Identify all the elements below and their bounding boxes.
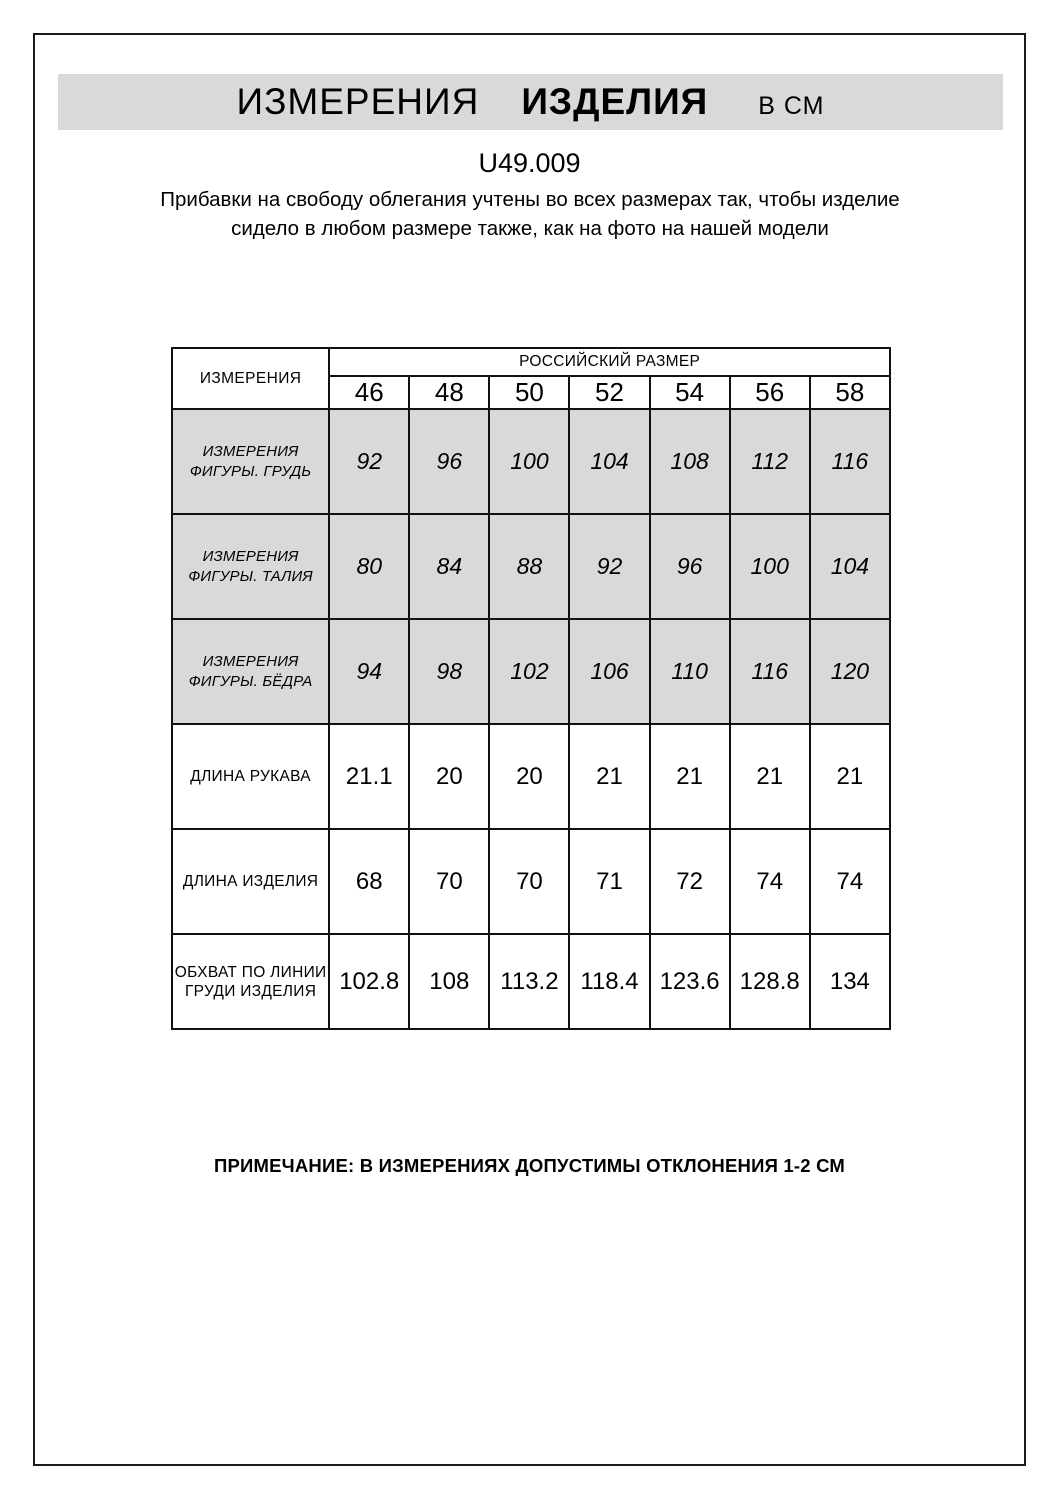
cell-bust-54: 108 [650,409,730,514]
cell-hips-46: 94 [329,619,409,724]
cell-length-58: 74 [810,829,890,934]
row-label-product-chest-girth: ОБХВАТ ПО ЛИНИИ ГРУДИ ИЗДЕЛИЯ [172,934,329,1029]
size-column-46: 46 [329,376,409,409]
table-row-group-header [172,348,890,376]
table-row [172,829,890,934]
size-column-50: 50 [489,376,569,409]
cell-waist-54: 96 [650,514,730,619]
row-label-waist: ИЗМЕРЕНИЯ ФИГУРЫ. ТАЛИЯ [172,514,329,619]
table-row [172,514,890,619]
row-label-hips: ИЗМЕРЕНИЯ ФИГУРЫ. БЁДРА [172,619,329,724]
cell-sleeve-54: 21 [650,724,730,829]
cell-sleeve-48: 20 [409,724,489,829]
cell-sleeve-56: 21 [730,724,810,829]
cell-length-56: 74 [730,829,810,934]
cell-chest-girth-58: 134 [810,934,890,1029]
cell-chest-girth-52: 118.4 [569,934,649,1029]
cell-hips-48: 98 [409,619,489,724]
header-title-product: ИЗДЕЛИЯ [521,81,709,122]
cell-hips-50: 102 [489,619,569,724]
header-title-measurements: ИЗМЕРЕНИЯ [236,81,480,122]
cell-sleeve-58: 21 [810,724,890,829]
cell-hips-54: 110 [650,619,730,724]
cell-waist-58: 104 [810,514,890,619]
size-column-48: 48 [409,376,489,409]
size-column-58: 58 [810,376,890,409]
row-label-bust: ИЗМЕРЕНИЯ ФИГУРЫ. ГРУДЬ [172,409,329,514]
table-header-russian-size: РОССИЙСКИЙ РАЗМЕР [329,348,890,376]
cell-bust-58: 116 [810,409,890,514]
cell-waist-50: 88 [489,514,569,619]
cell-sleeve-46: 21.1 [329,724,409,829]
table-header-measurements: ИЗМЕРЕНИЯ [172,348,329,409]
cell-bust-48: 96 [409,409,489,514]
cell-chest-girth-50: 113.2 [489,934,569,1029]
cell-hips-58: 120 [810,619,890,724]
header-inner [236,81,824,123]
row-label-product-length: ДЛИНА ИЗДЕЛИЯ [172,829,329,934]
cell-waist-46: 80 [329,514,409,619]
table-row [172,724,890,829]
cell-bust-50: 100 [489,409,569,514]
cell-length-54: 72 [650,829,730,934]
cell-chest-girth-56: 128.8 [730,934,810,1029]
cell-chest-girth-54: 123.6 [650,934,730,1029]
cell-sleeve-52: 21 [569,724,649,829]
cell-waist-56: 100 [730,514,810,619]
cell-length-48: 70 [409,829,489,934]
footer-note: ПРИМЕЧАНИЕ: В ИЗМЕРЕНИЯХ ДОПУСТИМЫ ОТКЛОНЕНИЯ 1-2 СМ [213,1155,846,1176]
cell-hips-52: 106 [569,619,649,724]
table-row [172,619,890,724]
cell-length-50: 70 [489,829,569,934]
cell-chest-girth-46: 102.8 [329,934,409,1029]
cell-sleeve-50: 20 [489,724,569,829]
row-label-sleeve-length: ДЛИНА РУКАВА [172,724,329,829]
cell-bust-52: 104 [569,409,649,514]
table-row [172,409,890,514]
page-header [58,74,1003,130]
cell-bust-56: 112 [730,409,810,514]
size-column-56: 56 [730,376,810,409]
cell-hips-56: 116 [730,619,810,724]
cell-waist-48: 84 [409,514,489,619]
size-column-52: 52 [569,376,649,409]
header-units: В СМ [758,92,825,120]
cell-length-52: 71 [569,829,649,934]
cell-waist-52: 92 [569,514,649,619]
cell-chest-girth-48: 108 [409,934,489,1029]
cell-length-46: 68 [329,829,409,934]
size-table [171,347,891,1030]
size-chart-page [33,33,1026,1466]
cell-bust-46: 92 [329,409,409,514]
table-row [172,934,890,1029]
intro-note: Прибавки на свободу облегания учтены во всех размерах так, чтобы изделие сидело в любом размере также, как на фото на нашей модели [160,188,900,240]
article-code: U49.009 [478,148,581,178]
size-column-54: 54 [650,376,730,409]
